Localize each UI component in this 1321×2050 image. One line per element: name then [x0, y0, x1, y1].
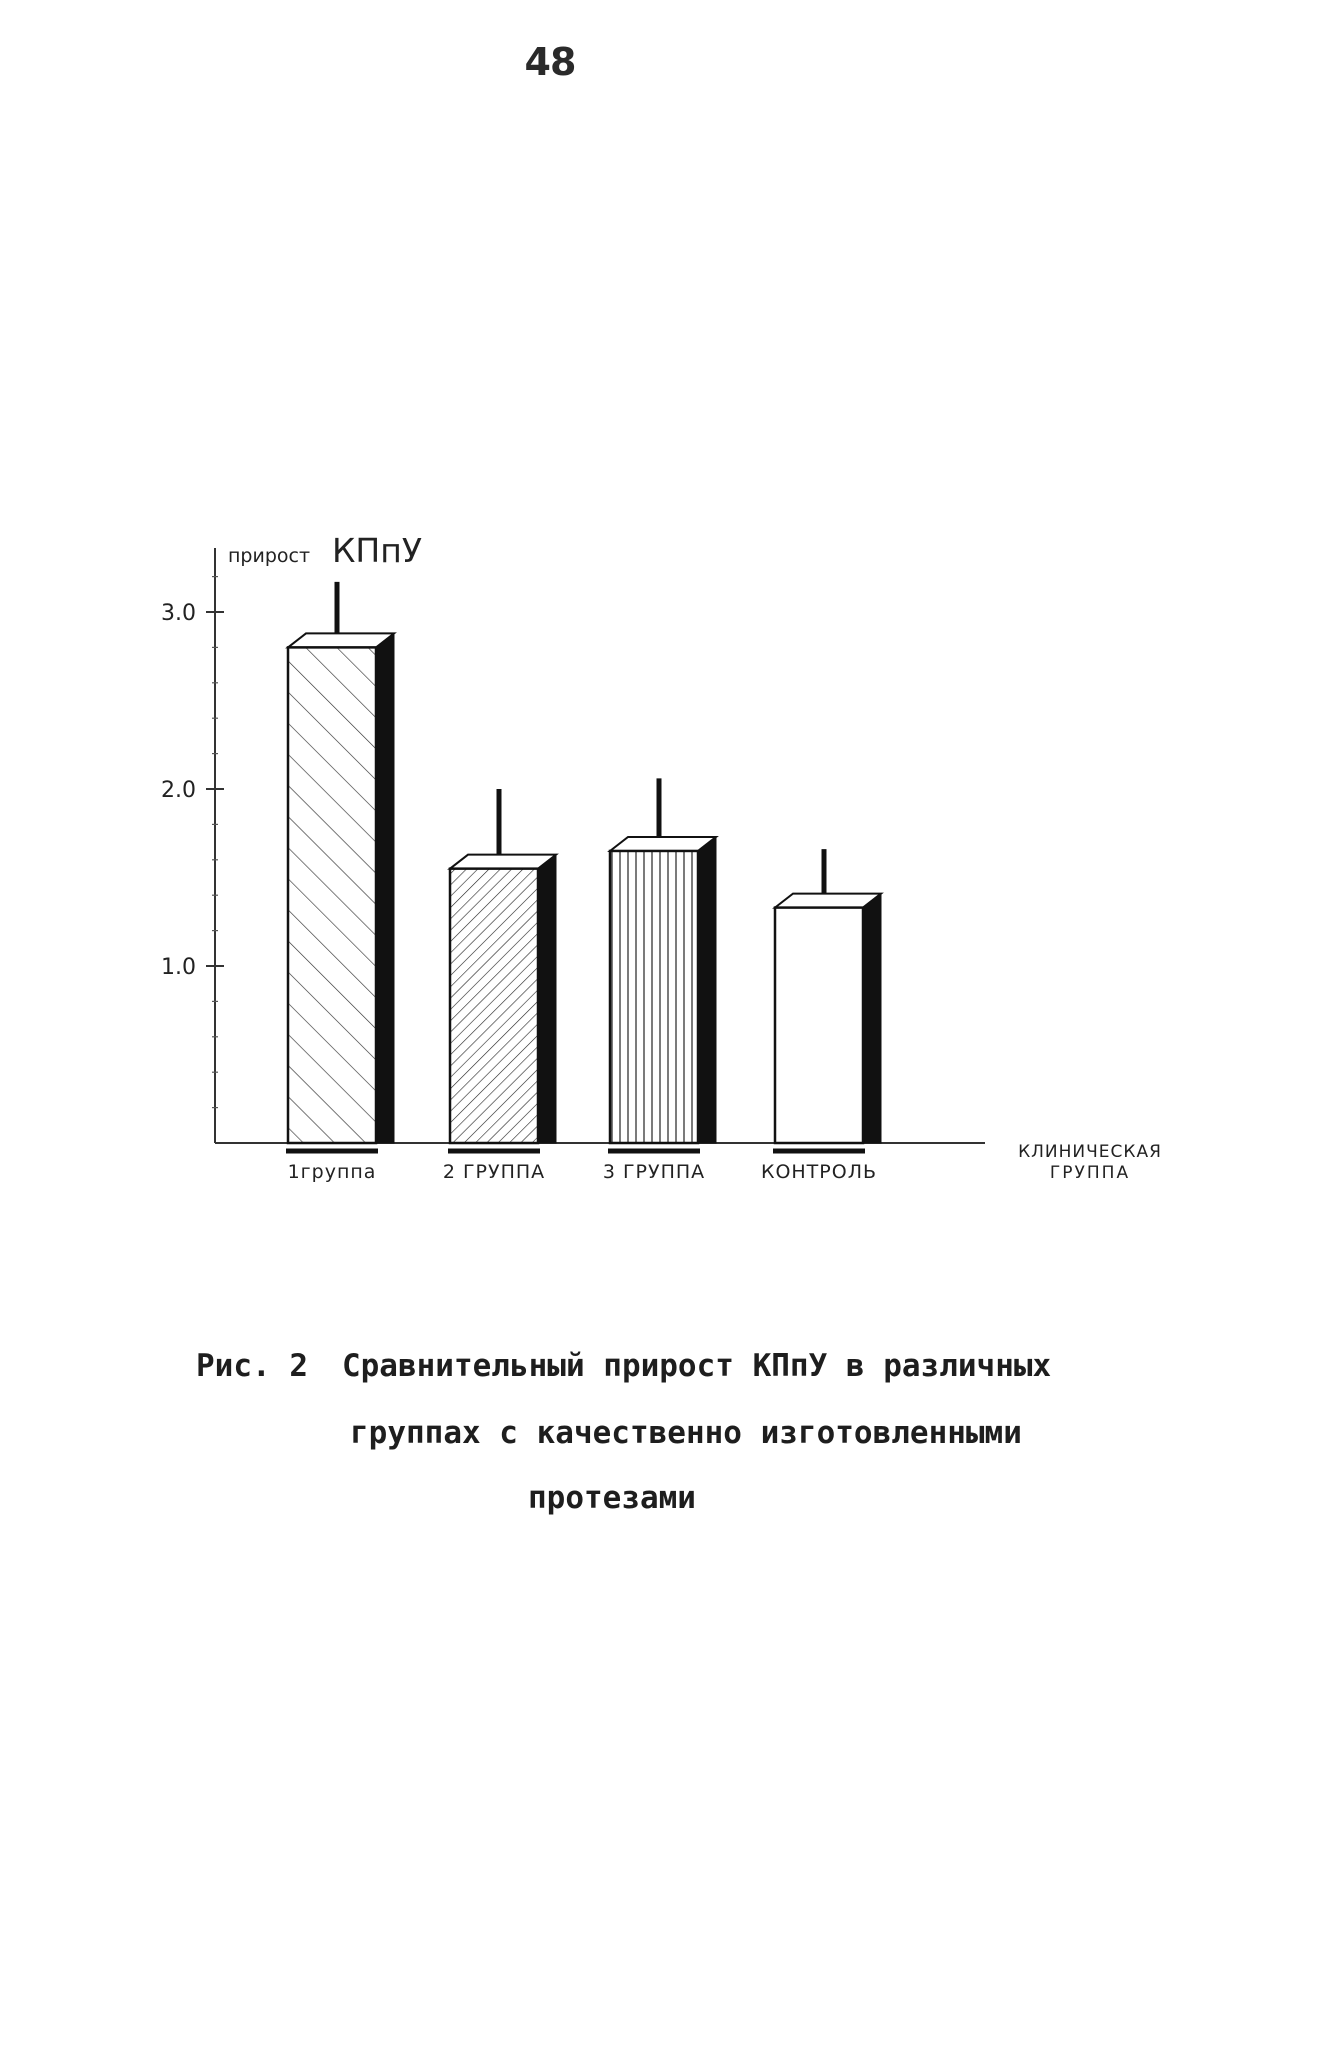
bar-front-face — [450, 869, 538, 1143]
bar — [610, 778, 716, 1143]
figure-caption-prefix: Рис. 2 — [196, 1348, 308, 1384]
y-tick-label: 3.0 — [161, 601, 196, 626]
bar — [450, 789, 556, 1143]
figure-caption-line3: протезами — [528, 1480, 696, 1516]
bar — [775, 849, 881, 1143]
y-axis-label-small: прирост — [228, 545, 311, 567]
bar-front-face — [288, 647, 376, 1143]
y-axis-label-large: КПпУ — [332, 531, 422, 570]
bar-side-face — [698, 837, 716, 1143]
y-tick-label: 2.0 — [161, 778, 196, 803]
bar — [288, 582, 394, 1143]
x-axis-label-line1: КЛИНИЧЕСКАЯ — [1018, 1142, 1162, 1162]
figure-caption-line1 — [196, 1348, 1051, 1384]
bar-side-face — [376, 633, 394, 1143]
bars-group — [288, 582, 881, 1143]
x-axis-label-line2: ГРУППА — [1049, 1163, 1131, 1183]
bar-side-face — [863, 894, 881, 1143]
bar-side-face — [538, 855, 556, 1143]
page-number: 48 — [524, 40, 576, 84]
category-labels — [286, 1151, 877, 1183]
bar-front-face — [610, 851, 698, 1143]
figure-caption-line2: группах с качественно изготовленными — [350, 1415, 1022, 1451]
category-label: 3 ГРУППА — [602, 1161, 706, 1183]
bar-front-face — [775, 908, 863, 1143]
y-tick-label: 1.0 — [161, 955, 196, 980]
category-label: 1группа — [287, 1161, 377, 1183]
category-label: 2 ГРУППА — [442, 1161, 546, 1183]
figure-caption-text1: Сравнительный прирост КПпУ в различных — [341, 1348, 1052, 1384]
category-label: КОНТРОЛЬ — [760, 1161, 878, 1183]
